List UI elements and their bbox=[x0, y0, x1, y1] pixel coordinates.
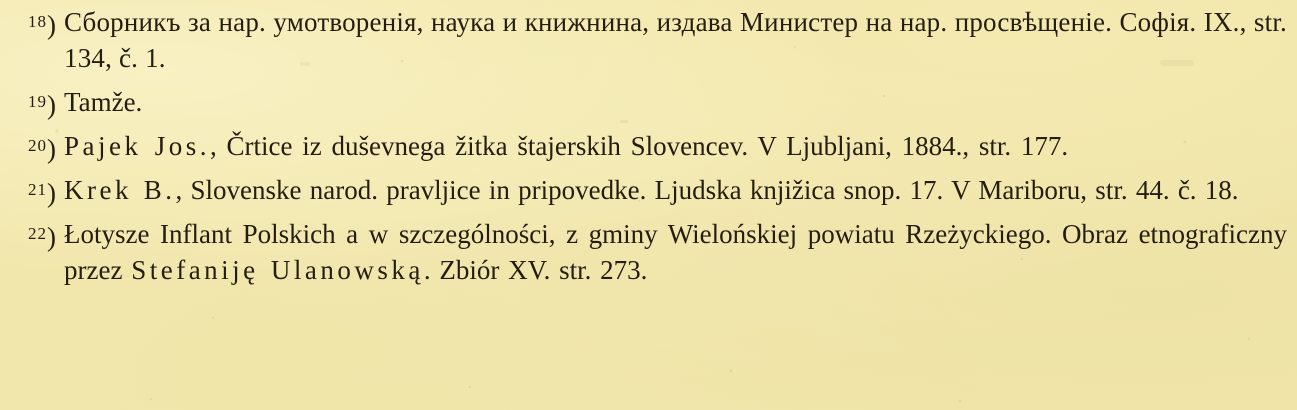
footnote-title-after: . Zbiór XV. str. 273. bbox=[423, 255, 648, 285]
footnote-text: Tamže. bbox=[64, 87, 143, 117]
footnote-text bbox=[64, 216, 1287, 288]
footnote-marker: $^{19}$) bbox=[28, 90, 56, 120]
footnote-author: Pajek Jos. bbox=[64, 131, 210, 161]
footnote-item bbox=[8, 216, 1287, 288]
footnote-text: Сборникъ за нар. умотворенія, наука и книжнина, издава Министер на нар. просвѣщеніе. Софія. IX., str. 134, č. 1. bbox=[64, 7, 1287, 73]
footnote-author: Stefaniję Ulanowską bbox=[131, 255, 424, 285]
footnote-marker: $^{20}$) bbox=[28, 134, 56, 164]
footnote-author: Krek B. bbox=[64, 175, 176, 205]
footnote-title-before: Łotysze Inflant Polskich a w szczególności, z gminy Wielońskiej powiatu Rzeżyckiego. Obraz etnograficzny przez bbox=[64, 219, 1287, 285]
footnote-marker: $^{22}$) bbox=[28, 222, 56, 252]
footnote-marker: $^{21}$) bbox=[28, 178, 56, 208]
footnote-item bbox=[8, 172, 1287, 208]
footnote-item bbox=[8, 84, 1287, 120]
footnote-text bbox=[64, 172, 1287, 208]
footnote-title: , Črtice iz duševnega žitka štajerskih Slovencev. V Ljubljani, 1884., str. 177. bbox=[210, 131, 1069, 161]
footnote-marker: $^{18}$) bbox=[28, 10, 56, 40]
footnote-title: , Slovenske narod. pravljice in pripovedke. Ljudska knjižica snop. 17. V Mariboru, str. 44. č. 18. bbox=[175, 175, 1239, 205]
footnote-item bbox=[8, 128, 1287, 164]
footnote-list bbox=[8, 4, 1287, 296]
footnote-text bbox=[64, 128, 1287, 164]
footnote-item bbox=[8, 4, 1287, 76]
